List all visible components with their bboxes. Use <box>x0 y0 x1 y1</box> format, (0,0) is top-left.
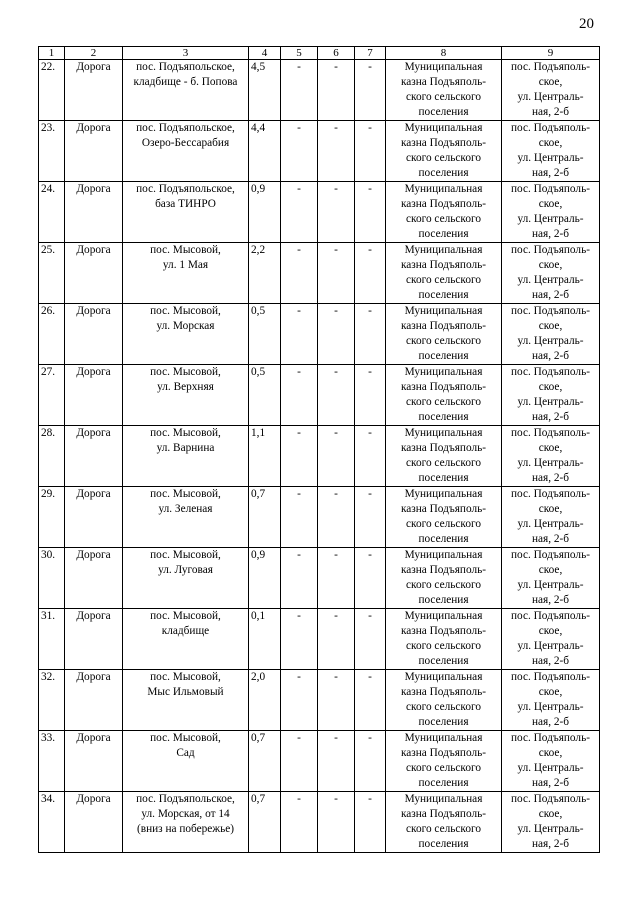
location-cell: пос. Мысовой, ул. Морская <box>123 304 249 365</box>
object-type-cell: Дорога <box>65 792 123 853</box>
column-6-cell: - <box>318 487 355 548</box>
column-5-cell: - <box>281 426 318 487</box>
column-6-cell: - <box>318 670 355 731</box>
object-type-cell: Дорога <box>65 243 123 304</box>
length-cell: 4,4 <box>249 121 281 182</box>
column-5-cell: - <box>281 731 318 792</box>
column-5-cell: - <box>281 182 318 243</box>
location-cell: пос. Подъяпольское, база ТИНРО <box>123 182 249 243</box>
length-cell: 0,1 <box>249 609 281 670</box>
address-cell: пос. Подъяполь- ское, ул. Централь- ная, 2-б <box>502 121 600 182</box>
table-row <box>39 304 600 365</box>
location-cell: пос. Подъяпольское, Озеро-Бессарабия <box>123 121 249 182</box>
location-cell: пос. Мысовой, ул. Зеленая <box>123 487 249 548</box>
column-header: 9 <box>502 47 600 60</box>
table-row <box>39 731 600 792</box>
object-type-cell: Дорога <box>65 121 123 182</box>
address-cell: пос. Подъяполь- ское, ул. Централь- ная, 2-б <box>502 304 600 365</box>
row-number-cell: 30. <box>39 548 65 609</box>
length-cell: 4,5 <box>249 60 281 121</box>
table-row <box>39 243 600 304</box>
column-7-cell: - <box>355 182 386 243</box>
holder-cell: Муниципальная казна Подъяполь- ского сельского поселения <box>386 243 502 304</box>
column-7-cell: - <box>355 304 386 365</box>
holder-cell: Муниципальная казна Подъяполь- ского сельского поселения <box>386 548 502 609</box>
column-header: 8 <box>386 47 502 60</box>
column-header: 2 <box>65 47 123 60</box>
length-cell: 0,7 <box>249 487 281 548</box>
table-row <box>39 60 600 121</box>
table-row <box>39 426 600 487</box>
length-cell: 0,7 <box>249 792 281 853</box>
table-row <box>39 365 600 426</box>
length-cell: 0,9 <box>249 548 281 609</box>
column-6-cell: - <box>318 182 355 243</box>
address-cell: пос. Подъяполь- ское, ул. Централь- ная, 2-б <box>502 365 600 426</box>
object-type-cell: Дорога <box>65 426 123 487</box>
column-header: 5 <box>281 47 318 60</box>
holder-cell: Муниципальная казна Подъяполь- ского сельского поселения <box>386 670 502 731</box>
length-cell: 2,2 <box>249 243 281 304</box>
object-type-cell: Дорога <box>65 182 123 243</box>
column-6-cell: - <box>318 304 355 365</box>
holder-cell: Муниципальная казна Подъяполь- ского сельского поселения <box>386 609 502 670</box>
address-cell: пос. Подъяполь- ское, ул. Централь- ная, 2-б <box>502 426 600 487</box>
length-cell: 0,5 <box>249 304 281 365</box>
column-header: 7 <box>355 47 386 60</box>
holder-cell: Муниципальная казна Подъяполь- ского сельского поселения <box>386 792 502 853</box>
address-cell: пос. Подъяполь- ское, ул. Централь- ная, 2-б <box>502 60 600 121</box>
column-6-cell: - <box>318 609 355 670</box>
table-row <box>39 670 600 731</box>
column-6-cell: - <box>318 365 355 426</box>
length-cell: 0,9 <box>249 182 281 243</box>
row-number-cell: 33. <box>39 731 65 792</box>
row-number-cell: 26. <box>39 304 65 365</box>
row-number-cell: 22. <box>39 60 65 121</box>
row-number-cell: 29. <box>39 487 65 548</box>
column-7-cell: - <box>355 548 386 609</box>
column-5-cell: - <box>281 670 318 731</box>
column-5-cell: - <box>281 304 318 365</box>
length-cell: 1,1 <box>249 426 281 487</box>
object-type-cell: Дорога <box>65 670 123 731</box>
length-cell: 2,0 <box>249 670 281 731</box>
row-number-cell: 28. <box>39 426 65 487</box>
table-row <box>39 182 600 243</box>
column-header: 6 <box>318 47 355 60</box>
column-7-cell: - <box>355 731 386 792</box>
length-cell: 0,7 <box>249 731 281 792</box>
column-7-cell: - <box>355 121 386 182</box>
column-7-cell: - <box>355 60 386 121</box>
object-type-cell: Дорога <box>65 609 123 670</box>
table-row <box>39 548 600 609</box>
row-number-cell: 25. <box>39 243 65 304</box>
location-cell: пос. Мысовой, Мыс Ильмовый <box>123 670 249 731</box>
object-type-cell: Дорога <box>65 731 123 792</box>
location-cell: пос. Мысовой, Сад <box>123 731 249 792</box>
holder-cell: Муниципальная казна Подъяполь- ского сельского поселения <box>386 426 502 487</box>
column-5-cell: - <box>281 487 318 548</box>
column-7-cell: - <box>355 792 386 853</box>
column-header: 4 <box>249 47 281 60</box>
row-number-cell: 34. <box>39 792 65 853</box>
column-7-cell: - <box>355 609 386 670</box>
address-cell: пос. Подъяполь- ское, ул. Централь- ная, 2-б <box>502 243 600 304</box>
table-row <box>39 121 600 182</box>
column-6-cell: - <box>318 731 355 792</box>
column-5-cell: - <box>281 609 318 670</box>
holder-cell: Муниципальная казна Подъяполь- ского сельского поселения <box>386 60 502 121</box>
row-number-cell: 23. <box>39 121 65 182</box>
column-5-cell: - <box>281 548 318 609</box>
row-number-cell: 27. <box>39 365 65 426</box>
holder-cell: Муниципальная казна Подъяполь- ского сельского поселения <box>386 182 502 243</box>
address-cell: пос. Подъяполь- ское, ул. Централь- ная, 2-б <box>502 792 600 853</box>
column-6-cell: - <box>318 548 355 609</box>
column-5-cell: - <box>281 60 318 121</box>
column-5-cell: - <box>281 243 318 304</box>
holder-cell: Муниципальная казна Подъяполь- ского сельского поселения <box>386 487 502 548</box>
column-header: 3 <box>123 47 249 60</box>
location-cell: пос. Мысовой, ул. 1 Мая <box>123 243 249 304</box>
holder-cell: Муниципальная казна Подъяполь- ского сельского поселения <box>386 731 502 792</box>
location-cell: пос. Мысовой, ул. Луговая <box>123 548 249 609</box>
row-number-cell: 32. <box>39 670 65 731</box>
address-cell: пос. Подъяполь- ское, ул. Централь- ная, 2-б <box>502 609 600 670</box>
column-7-cell: - <box>355 487 386 548</box>
column-number-row <box>39 47 600 60</box>
column-5-cell: - <box>281 792 318 853</box>
holder-cell: Муниципальная казна Подъяполь- ского сельского поселения <box>386 121 502 182</box>
column-6-cell: - <box>318 792 355 853</box>
address-cell: пос. Подъяполь- ское, ул. Централь- ная, 2-б <box>502 182 600 243</box>
object-type-cell: Дорога <box>65 487 123 548</box>
location-cell: пос. Подъяпольское, ул. Морская, от 14 (вниз на побережье) <box>123 792 249 853</box>
address-cell: пос. Подъяполь- ское, ул. Централь- ная, 2-б <box>502 548 600 609</box>
object-type-cell: Дорога <box>65 304 123 365</box>
page-number: 20 <box>579 16 594 32</box>
table-row <box>39 609 600 670</box>
address-cell: пос. Подъяполь- ское, ул. Централь- ная, 2-б <box>502 487 600 548</box>
holder-cell: Муниципальная казна Подъяполь- ского сельского поселения <box>386 365 502 426</box>
column-6-cell: - <box>318 426 355 487</box>
column-7-cell: - <box>355 670 386 731</box>
object-type-cell: Дорога <box>65 60 123 121</box>
column-7-cell: - <box>355 426 386 487</box>
column-6-cell: - <box>318 60 355 121</box>
column-7-cell: - <box>355 243 386 304</box>
column-5-cell: - <box>281 365 318 426</box>
row-number-cell: 24. <box>39 182 65 243</box>
column-header: 1 <box>39 47 65 60</box>
column-7-cell: - <box>355 365 386 426</box>
location-cell: пос. Мысовой, кладбище <box>123 609 249 670</box>
object-type-cell: Дорога <box>65 365 123 426</box>
location-cell: пос. Мысовой, ул. Верхняя <box>123 365 249 426</box>
column-6-cell: - <box>318 243 355 304</box>
column-6-cell: - <box>318 121 355 182</box>
location-cell: пос. Подъяпольское, кладбище - б. Попова <box>123 60 249 121</box>
table-row <box>39 792 600 853</box>
row-number-cell: 31. <box>39 609 65 670</box>
address-cell: пос. Подъяполь- ское, ул. Централь- ная, 2-б <box>502 670 600 731</box>
object-type-cell: Дорога <box>65 548 123 609</box>
address-cell: пос. Подъяполь- ское, ул. Централь- ная, 2-б <box>502 731 600 792</box>
length-cell: 0,5 <box>249 365 281 426</box>
column-5-cell: - <box>281 121 318 182</box>
table-row <box>39 487 600 548</box>
road-registry-table <box>38 46 600 853</box>
holder-cell: Муниципальная казна Подъяполь- ского сельского поселения <box>386 304 502 365</box>
location-cell: пос. Мысовой, ул. Варнина <box>123 426 249 487</box>
